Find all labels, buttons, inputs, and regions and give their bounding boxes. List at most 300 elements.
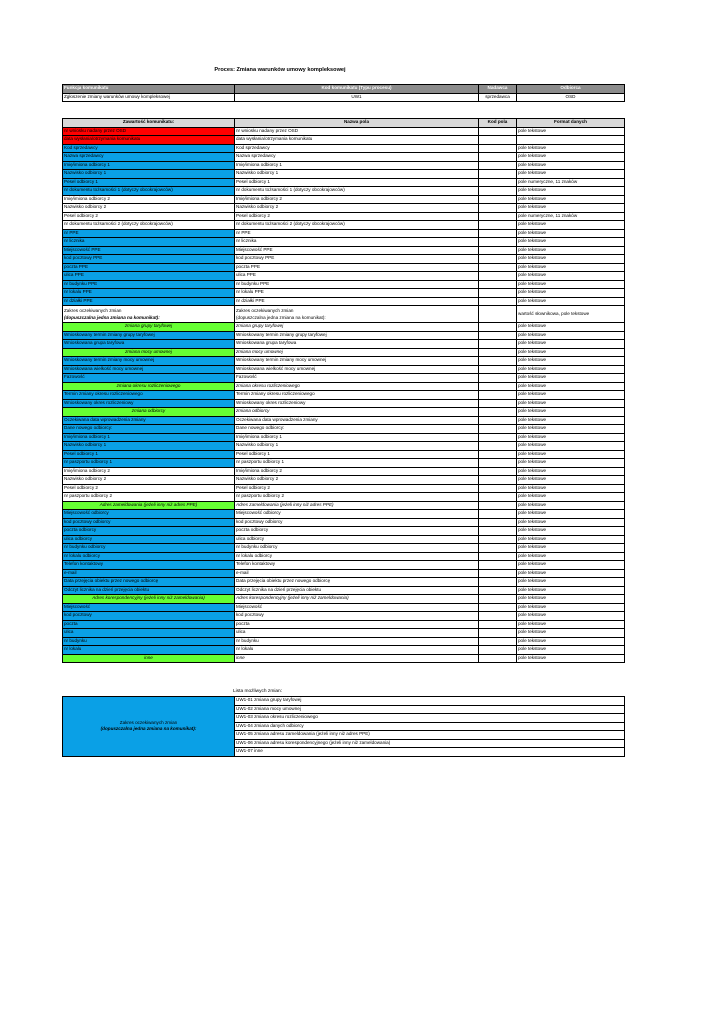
- field-code-cell: [479, 238, 517, 247]
- field-name-cell: Wnioskowany termin zmiany grupy taryfowej: [235, 331, 479, 340]
- field-code-cell: [479, 289, 517, 298]
- field-code-cell: [479, 221, 517, 230]
- zakres-kod: [479, 306, 517, 323]
- table-row: [63, 255, 625, 264]
- field-name-cell: Imię/imiona odbiorcy 1: [235, 161, 479, 170]
- table-row: [63, 127, 625, 136]
- table-row: [63, 484, 625, 493]
- field-name-cell: Pesel odbiorcy 2: [235, 212, 479, 221]
- field-code-cell: [479, 612, 517, 621]
- header-nadawca: Nadawca: [479, 85, 517, 94]
- field-code-cell: [479, 340, 517, 349]
- content-cell: zmiana mocy umownej: [63, 348, 235, 357]
- field-code-cell: [479, 365, 517, 374]
- field-name-cell: Wnioskowany termin zmiany mocy umownej: [235, 357, 479, 366]
- content-cell: Nazwisko odbiorcy 2: [63, 476, 235, 485]
- table-row: [63, 153, 625, 162]
- format-cell: pole tekstowe: [517, 612, 625, 621]
- header-kod: Kod komunikatu (Typu procesu): [235, 85, 479, 94]
- field-name-cell: nr budynku odbiorcy: [235, 544, 479, 553]
- field-name-cell: Imię/imiona odbiorcy 1: [235, 433, 479, 442]
- content-cell: Nazwisko odbiorcy 2: [63, 204, 235, 213]
- odbiorca-value: OSD: [517, 93, 625, 102]
- field-code-cell: [479, 195, 517, 204]
- format-cell: pole tekstowe: [517, 510, 625, 519]
- field-name-cell: Data przejęcia obiektu przez nowego odbiorcę: [235, 578, 479, 587]
- format-cell: pole tekstowe: [517, 493, 625, 502]
- field-code-cell: [479, 484, 517, 493]
- format-cell: pole tekstowe: [517, 399, 625, 408]
- field-name-cell: Odczyt licznika na dzień przejęcia obiektu: [235, 586, 479, 595]
- table-row: [63, 331, 625, 340]
- format-cell: pole tekstowe: [517, 263, 625, 272]
- field-code-cell: [479, 493, 517, 502]
- field-code-cell: [479, 255, 517, 264]
- table-row: [63, 518, 625, 527]
- zakres-nazwa-label: Zakres oczekiwanych zmian: [236, 308, 294, 313]
- format-cell: pole tekstowe: [517, 255, 625, 264]
- content-cell: Oczekiwana data wprowadzenia zmiany: [63, 416, 235, 425]
- field-code-cell: [479, 510, 517, 519]
- format-cell: pole tekstowe: [517, 161, 625, 170]
- format-cell: pole tekstowe: [517, 323, 625, 332]
- table-row: [63, 212, 625, 221]
- table-row: [63, 374, 625, 383]
- field-code-cell: [479, 246, 517, 255]
- field-name-cell: kod pocztowy PPE: [235, 255, 479, 264]
- content-cell: zmiana okresu rozliczeniowego: [63, 382, 235, 391]
- content-cell: kod pocztowy PPE: [63, 255, 235, 264]
- field-name-cell: nr PPE: [235, 229, 479, 238]
- field-code-cell: [479, 416, 517, 425]
- field-name-cell: ulica PPE: [235, 272, 479, 281]
- field-name-cell: Wnioskowany okres rozliczeniowy: [235, 399, 479, 408]
- field-code-cell: [479, 459, 517, 468]
- field-code-cell: [479, 280, 517, 289]
- format-cell: pole tekstowe: [517, 586, 625, 595]
- content-cell: Imię/imiona odbiorcy 2: [63, 195, 235, 204]
- field-code-cell: [479, 263, 517, 272]
- content-cell: poczta: [63, 620, 235, 629]
- table-row: [63, 229, 625, 238]
- format-cell: pole tekstowe: [517, 629, 625, 638]
- field-name-cell: nr lokalu odbiorcy: [235, 552, 479, 561]
- field-code-cell: [479, 654, 517, 663]
- table-row: [63, 289, 625, 298]
- format-cell: pole tekstowe: [517, 187, 625, 196]
- content-cell: nr licznika: [63, 238, 235, 247]
- table-row: [63, 178, 625, 187]
- zakres-nazwa: [235, 306, 479, 323]
- table-row: [63, 544, 625, 553]
- format-cell: pole tekstowe: [517, 476, 625, 485]
- col-header-kod: Kod pola: [479, 119, 517, 128]
- field-code-cell: [479, 323, 517, 332]
- field-code-cell: [479, 561, 517, 570]
- format-cell: pole tekstowe: [517, 365, 625, 374]
- table-row: [63, 238, 625, 247]
- field-code-cell: [479, 357, 517, 366]
- field-code-cell: [479, 127, 517, 136]
- field-code-cell: [479, 476, 517, 485]
- field-code-cell: [479, 187, 517, 196]
- format-cell: pole tekstowe: [517, 450, 625, 459]
- field-name-cell: Wnioskowana wielkość mocy umownej: [235, 365, 479, 374]
- format-cell: pole tekstowe: [517, 331, 625, 340]
- field-code-cell: [479, 153, 517, 162]
- table-row: [63, 204, 625, 213]
- field-code-cell: [479, 374, 517, 383]
- table-row: [63, 263, 625, 272]
- field-name-cell: Nazwisko odbiorcy 1: [235, 442, 479, 451]
- content-cell: Imię/imiona odbiorcy 1: [63, 433, 235, 442]
- field-name-cell: Miejscowość PPE: [235, 246, 479, 255]
- table-row: [63, 187, 625, 196]
- options-table: [62, 696, 625, 757]
- field-name-cell: nr paszportu odbiorcy 2: [235, 493, 479, 502]
- format-cell: pole tekstowe: [517, 501, 625, 510]
- content-cell: Odczyt licznika na dzień przejęcia obiektu: [63, 586, 235, 595]
- field-name-cell: Imię/imiona odbiorcy 2: [235, 467, 479, 476]
- format-cell: pole tekstowe: [517, 204, 625, 213]
- content-cell: kod pocztowy odbiorcy: [63, 518, 235, 527]
- content-cell: Adres zameldowania (jeżeli inny niż adres PPE): [63, 501, 235, 510]
- field-code-cell: [479, 272, 517, 281]
- content-cell: nr dokumentu tożsamości 2 (dotyczy obcokrajowców): [63, 221, 235, 230]
- zakres-label: Zakres oczekiwanych zmian: [64, 308, 122, 313]
- content-cell: Dane nowego odbiorcy:: [63, 425, 235, 434]
- field-code-cell: [479, 450, 517, 459]
- funkcja-value: Zgłoszenie zmiany warunków umowy kompleksowej: [63, 93, 235, 102]
- field-name-cell: Pesel odbiorcy 1: [235, 450, 479, 459]
- format-cell: pole tekstowe: [517, 127, 625, 136]
- format-cell: pole tekstowe: [517, 289, 625, 298]
- field-name-cell: Oczekiwana data wprowadzenia zmiany: [235, 416, 479, 425]
- content-cell: Kod sprzedawcy: [63, 144, 235, 153]
- table-row: [63, 535, 625, 544]
- table-row: [63, 195, 625, 204]
- content-cell: poczta PPE: [63, 263, 235, 272]
- table-row: [63, 399, 625, 408]
- table-row: [63, 136, 625, 145]
- field-name-cell: ulica odbiorcy: [235, 535, 479, 544]
- field-code-cell: [479, 161, 517, 170]
- field-name-cell: Imię/imiona odbiorcy 2: [235, 195, 479, 204]
- table-row: [63, 348, 625, 357]
- options-scope-label: Zakres oczekiwanych zmian: [119, 720, 178, 726]
- field-code-cell: [479, 637, 517, 646]
- content-cell: Miejscowość odbiorcy: [63, 510, 235, 519]
- content-cell: zmiana odbiorcy: [63, 408, 235, 417]
- zakres-nazwa-note: (dopuszczalna jedna zmiana na komunikat):: [236, 315, 326, 320]
- format-cell: pole tekstowe: [517, 425, 625, 434]
- format-cell: pole tekstowe: [517, 561, 625, 570]
- field-code-cell: [479, 467, 517, 476]
- field-name-cell: nr lokalu PPE: [235, 289, 479, 298]
- field-name-cell: Nazwisko odbiorcy 2: [235, 204, 479, 213]
- table-row: [63, 340, 625, 349]
- table-row: [63, 569, 625, 578]
- table-row: [63, 161, 625, 170]
- content-cell: Wnioskowany okres rozliczeniowy: [63, 399, 235, 408]
- header-odbiorca: Odbiorca: [517, 85, 625, 94]
- content-cell: Telefon kontaktowy: [63, 561, 235, 570]
- field-code-cell: [479, 399, 517, 408]
- format-cell: pole tekstowe: [517, 544, 625, 553]
- header-funkcja: Funkcja komunikatu: [63, 85, 235, 94]
- field-code-cell: [479, 136, 517, 145]
- field-name-cell: nr budynku: [235, 637, 479, 646]
- format-cell: pole tekstowe: [517, 595, 625, 604]
- field-code-cell: [479, 518, 517, 527]
- field-name-cell: Nazwisko odbiorcy 1: [235, 170, 479, 179]
- table-row: [63, 357, 625, 366]
- page-title: Proces: Zmiana warunków umowy kompleksowej: [214, 67, 346, 73]
- field-name-cell: zmiana okresu rozliczeniowego: [235, 382, 479, 391]
- field-code-cell: [479, 578, 517, 587]
- col-header-format: Format danych: [517, 119, 625, 128]
- table-row: [63, 433, 625, 442]
- table-row: [63, 467, 625, 476]
- format-cell: pole tekstowe: [517, 578, 625, 587]
- table-row: [63, 578, 625, 587]
- content-cell: nr budynku PPE: [63, 280, 235, 289]
- content-cell: Fazowość: [63, 374, 235, 383]
- format-cell: pole tekstowe: [517, 357, 625, 366]
- table-row: [63, 637, 625, 646]
- table-row: [63, 416, 625, 425]
- field-name-cell: Adres zameldowania (jeżeli inny niż adres PPE): [235, 501, 479, 510]
- field-name-cell: nr lokalu: [235, 646, 479, 655]
- field-code-cell: [479, 170, 517, 179]
- field-name-cell: data wysłania/otrzymania komunikatu: [235, 136, 479, 145]
- field-code-cell: [479, 629, 517, 638]
- format-cell: pole tekstowe: [517, 603, 625, 612]
- table-row: [63, 365, 625, 374]
- format-cell: pole tekstowe: [517, 459, 625, 468]
- field-name-cell: inne: [235, 654, 479, 663]
- table-row: [63, 442, 625, 451]
- field-code-cell: [479, 348, 517, 357]
- option-item: UW1-03 zmiana okresu rozliczeniowego: [235, 714, 625, 723]
- message-content-table: [62, 118, 625, 663]
- format-cell: pole tekstowe: [517, 272, 625, 281]
- options-scope-note: (dopuszczalna jedna zmiana na komunikat):: [100, 726, 197, 732]
- format-cell: pole tekstowe: [517, 620, 625, 629]
- content-cell: Pesel odbiorcy 1: [63, 178, 235, 187]
- options-scope-cell: [63, 697, 235, 757]
- field-name-cell: zmiana mocy umownej: [235, 348, 479, 357]
- content-cell: Miejscowość: [63, 603, 235, 612]
- field-code-cell: [479, 544, 517, 553]
- field-name-cell: Dane nowego odbiorcy:: [235, 425, 479, 434]
- content-cell: zmiana grupy taryfowej: [63, 323, 235, 332]
- table-row: [63, 527, 625, 536]
- content-cell: poczta odbiorcy: [63, 527, 235, 536]
- option-item: UW1-04 zmiana danych odbiorcy: [235, 722, 625, 731]
- field-code-cell: [479, 408, 517, 417]
- table-row: [63, 654, 625, 663]
- field-name-cell: Fazowość: [235, 374, 479, 383]
- field-name-cell: nr wniosku nadany przez OSD: [235, 127, 479, 136]
- content-cell: Adres korespondencyjny (jeżeli inny niż zameldowania): [63, 595, 235, 604]
- field-code-cell: [479, 229, 517, 238]
- content-cell: Miejscowość PPE: [63, 246, 235, 255]
- field-code-cell: [479, 501, 517, 510]
- col-header-nazwa: Nazwa pola: [235, 119, 479, 128]
- content-cell: Imię/imiona odbiorcy 1: [63, 161, 235, 170]
- format-cell: pole tekstowe: [517, 144, 625, 153]
- field-code-cell: [479, 178, 517, 187]
- field-name-cell: nr budynku PPE: [235, 280, 479, 289]
- format-cell: pole tekstowe: [517, 552, 625, 561]
- content-cell: nr paszportu odbiorcy 1: [63, 459, 235, 468]
- table-row: [63, 391, 625, 400]
- format-cell: pole tekstowe: [517, 229, 625, 238]
- table-row: [63, 297, 625, 306]
- table-row: [63, 280, 625, 289]
- field-code-cell: [479, 204, 517, 213]
- format-cell: pole tekstowe: [517, 527, 625, 536]
- table-row: [63, 603, 625, 612]
- content-cell: Nazwa sprzedawcy: [63, 153, 235, 162]
- field-code-cell: [479, 595, 517, 604]
- option-item: UW1-06 zmiana adresu korespondencyjnego (jeżeli inny niż zameldowania): [235, 739, 625, 748]
- format-cell: pole tekstowe: [517, 374, 625, 383]
- field-name-cell: nr działki PPE: [235, 297, 479, 306]
- process-header-table: [62, 84, 625, 102]
- content-cell: ulica PPE: [63, 272, 235, 281]
- format-cell: pole tekstowe: [517, 195, 625, 204]
- nadawca-value: sprzedawca: [479, 93, 517, 102]
- format-cell: pole tekstowe: [517, 442, 625, 451]
- format-cell: pole tekstowe: [517, 467, 625, 476]
- field-name-cell: poczta: [235, 620, 479, 629]
- field-code-cell: [479, 442, 517, 451]
- options-label: Lista możliwych zmian:: [233, 689, 283, 694]
- field-code-cell: [479, 212, 517, 221]
- content-cell: ulica odbiorcy: [63, 535, 235, 544]
- field-name-cell: Pesel odbiorcy 1: [235, 178, 479, 187]
- field-name-cell: ulica: [235, 629, 479, 638]
- content-cell: Data przejęcia obiektu przez nowego odbiorcę: [63, 578, 235, 587]
- zakres-format: wartość słownikowa, pole tekstowe: [517, 306, 625, 323]
- format-cell: pole tekstowe: [517, 340, 625, 349]
- table-row: [63, 646, 625, 655]
- table-row: [63, 459, 625, 468]
- field-name-cell: Wnioskowana grupa taryfowa: [235, 340, 479, 349]
- field-name-cell: zmiana grupy taryfowej: [235, 323, 479, 332]
- field-code-cell: [479, 297, 517, 306]
- zakres-row: [63, 306, 625, 323]
- field-code-cell: [479, 535, 517, 544]
- field-code-cell: [479, 382, 517, 391]
- format-cell: pole numeryczne, 11 znaków: [517, 212, 625, 221]
- format-cell: pole tekstowe: [517, 170, 625, 179]
- table-row: [63, 561, 625, 570]
- content-cell: nr paszportu odbiorcy 2: [63, 493, 235, 502]
- format-cell: pole tekstowe: [517, 637, 625, 646]
- field-code-cell: [479, 620, 517, 629]
- content-cell: Termin zmiany okresu rozliczeniowego: [63, 391, 235, 400]
- table-row: [63, 552, 625, 561]
- format-cell: pole tekstowe: [517, 391, 625, 400]
- table-row: [63, 612, 625, 621]
- content-cell: nr wniosku nadany przez OSD: [63, 127, 235, 136]
- option-item: UW1-05 zmiana adresu zameldowania (jeżeli inny niż adres PPE): [235, 731, 625, 740]
- field-name-cell: e-mail: [235, 569, 479, 578]
- option-item: UW1-07 inne: [235, 748, 625, 757]
- field-name-cell: Telefon kontaktowy: [235, 561, 479, 570]
- content-cell: nr budynku: [63, 637, 235, 646]
- format-cell: pole tekstowe: [517, 416, 625, 425]
- option-row: [63, 697, 625, 706]
- table-row: [63, 246, 625, 255]
- field-name-cell: Nazwisko odbiorcy 2: [235, 476, 479, 485]
- content-cell: Wnioskowany termin zmiany grupy taryfowej: [63, 331, 235, 340]
- table-row: [63, 595, 625, 604]
- field-name-cell: nr paszportu odbiorcy 1: [235, 459, 479, 468]
- field-code-cell: [479, 527, 517, 536]
- format-cell: pole tekstowe: [517, 518, 625, 527]
- field-code-cell: [479, 646, 517, 655]
- field-name-cell: Miejscowość: [235, 603, 479, 612]
- table-row: [63, 629, 625, 638]
- format-cell: pole tekstowe: [517, 297, 625, 306]
- content-cell: nr PPE: [63, 229, 235, 238]
- format-cell: pole tekstowe: [517, 654, 625, 663]
- format-cell: pole tekstowe: [517, 348, 625, 357]
- content-cell: nr budynku odbiorcy: [63, 544, 235, 553]
- format-cell: pole tekstowe: [517, 238, 625, 247]
- format-cell: pole tekstowe: [517, 433, 625, 442]
- field-name-cell: nr licznika: [235, 238, 479, 247]
- field-name-cell: kod pocztowy: [235, 612, 479, 621]
- field-name-cell: poczta odbiorcy: [235, 527, 479, 536]
- format-cell: pole tekstowe: [517, 408, 625, 417]
- table-row: [63, 586, 625, 595]
- field-name-cell: Nazwa sprzedawcy: [235, 153, 479, 162]
- zakres-content: [63, 306, 235, 323]
- field-name-cell: Termin zmiany okresu rozliczeniowego: [235, 391, 479, 400]
- table-row: [63, 510, 625, 519]
- table-row: [63, 382, 625, 391]
- field-code-cell: [479, 144, 517, 153]
- table-row: [63, 408, 625, 417]
- field-name-cell: poczta PPE: [235, 263, 479, 272]
- field-code-cell: [479, 586, 517, 595]
- kod-value: UW1: [235, 93, 479, 102]
- field-code-cell: [479, 433, 517, 442]
- content-cell: nr działki PPE: [63, 297, 235, 306]
- content-cell: nr lokalu PPE: [63, 289, 235, 298]
- option-item: UW1-02 zmiana mocy umownej: [235, 705, 625, 714]
- format-cell: pole tekstowe: [517, 646, 625, 655]
- format-cell: pole tekstowe: [517, 221, 625, 230]
- table-row: [63, 323, 625, 332]
- content-cell: kod pocztowy: [63, 612, 235, 621]
- field-name-cell: nr dokumentu tożsamości 2 (dotyczy obcokrajowców): [235, 221, 479, 230]
- field-name-cell: Adres korespondencyjny (jeżeli inny niż zameldowania): [235, 595, 479, 604]
- content-cell: ulica: [63, 629, 235, 638]
- content-cell: Nazwisko odbiorcy 1: [63, 170, 235, 179]
- content-cell: Wnioskowany termin zmiany mocy umownej: [63, 357, 235, 366]
- table-row: [63, 221, 625, 230]
- table-row: [63, 476, 625, 485]
- content-cell: Pesel odbiorcy 1: [63, 450, 235, 459]
- field-code-cell: [479, 603, 517, 612]
- content-cell: Wnioskowana grupa taryfowa: [63, 340, 235, 349]
